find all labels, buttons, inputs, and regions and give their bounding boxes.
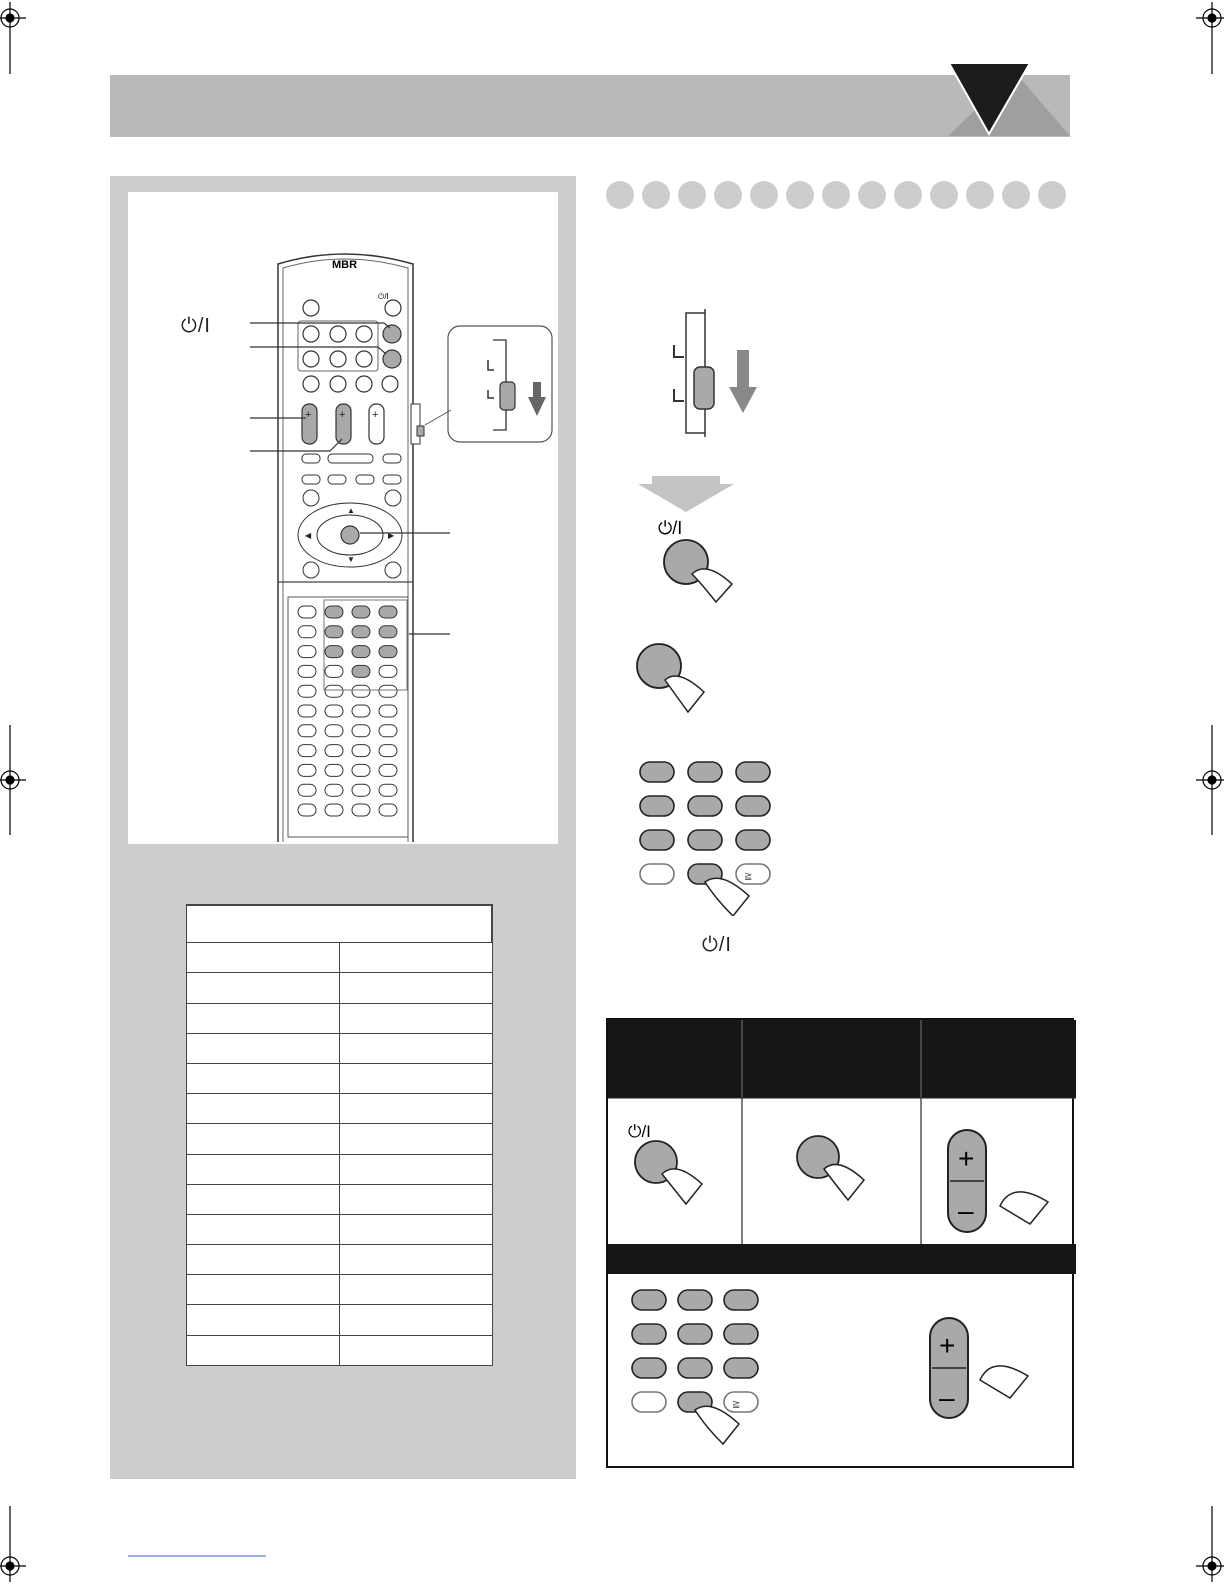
dot-icon <box>642 181 670 209</box>
keypad-button <box>724 1324 758 1344</box>
keypad-button <box>688 830 722 850</box>
remote-brand-logo: MBR <box>332 259 358 271</box>
op-minus-2: – <box>939 1382 955 1413</box>
keypad-button <box>640 762 674 782</box>
step-slide-switch-illustration <box>660 305 770 445</box>
power-button-press-illustration <box>650 512 750 607</box>
table-row <box>187 1094 493 1124</box>
keypad-button <box>678 1324 712 1344</box>
operation-table <box>606 1018 1074 1468</box>
dot-icon <box>678 181 706 209</box>
svg-text:◀: ◀ <box>305 531 312 540</box>
dot-icon <box>966 181 994 209</box>
reference-table <box>186 904 493 1366</box>
svg-text:+: + <box>305 409 312 421</box>
op-minus-1: – <box>958 1195 974 1226</box>
dot-icon <box>1038 181 1066 209</box>
table-row <box>187 973 493 1003</box>
svg-text:▼: ▼ <box>347 555 355 564</box>
section-header-bar <box>110 75 1070 137</box>
table-row <box>187 1033 493 1063</box>
dot-icon <box>822 181 850 209</box>
keypad-button <box>632 1392 666 1412</box>
button-press-illustration <box>630 636 730 726</box>
dot-icon <box>606 181 634 209</box>
table-row <box>187 1063 493 1093</box>
svg-text:≧: ≧ <box>744 871 753 882</box>
remote-control-illustration <box>128 192 558 844</box>
keypad-button <box>632 1290 666 1310</box>
table-row <box>187 1184 493 1214</box>
keypad-button <box>632 1324 666 1344</box>
keypad-button <box>724 1290 758 1310</box>
table-row <box>187 1275 493 1305</box>
keypad-button <box>736 796 770 816</box>
table-row <box>187 1214 493 1244</box>
keypad-button <box>688 762 722 782</box>
keypad-button <box>736 830 770 850</box>
table-row <box>187 1003 493 1033</box>
svg-text:⏻/I: ⏻/I <box>378 292 389 301</box>
number-keypad-illustration <box>630 756 780 916</box>
dot-icon <box>714 181 742 209</box>
keypad-button <box>632 1358 666 1378</box>
dot-icon <box>786 181 814 209</box>
keypad-button <box>688 796 722 816</box>
keypad-button <box>678 1290 712 1310</box>
svg-text:+: + <box>339 409 346 421</box>
dot-icon <box>894 181 922 209</box>
triangle-down-icon <box>940 62 1075 138</box>
keypad-button <box>736 762 770 782</box>
table-header-row <box>187 905 493 943</box>
keypad-button <box>640 830 674 850</box>
keypad-button <box>724 1392 758 1412</box>
svg-text:+: + <box>372 409 379 421</box>
power-button-label: ⏻/I <box>181 315 211 337</box>
keypad-button <box>736 864 770 884</box>
op-plus-2: + <box>939 1330 956 1361</box>
op-power-symbol: ⏻/I <box>628 1122 651 1141</box>
table-row <box>187 1305 493 1335</box>
next-step-arrow-icon <box>636 474 736 514</box>
svg-text:▶: ▶ <box>388 531 395 540</box>
table-row <box>187 943 493 973</box>
op-plus-1: + <box>958 1143 975 1174</box>
dot-icon <box>930 181 958 209</box>
dot-icon <box>858 181 886 209</box>
keypad-button <box>678 1358 712 1378</box>
svg-text:≧: ≧ <box>732 1399 741 1410</box>
table-row <box>187 1245 493 1275</box>
table-row <box>187 1154 493 1184</box>
svg-text:⏻/I: ⏻/I <box>658 518 683 538</box>
dot-icon <box>1002 181 1030 209</box>
keypad-button <box>640 796 674 816</box>
svg-text:▲: ▲ <box>347 506 355 515</box>
section-dots <box>604 178 1070 212</box>
keypad-button <box>640 864 674 884</box>
table-row <box>187 1124 493 1154</box>
power-note-symbol: ⏻/I <box>702 934 732 956</box>
keypad-button <box>724 1358 758 1378</box>
dot-icon <box>750 181 778 209</box>
table-row <box>187 1335 493 1365</box>
